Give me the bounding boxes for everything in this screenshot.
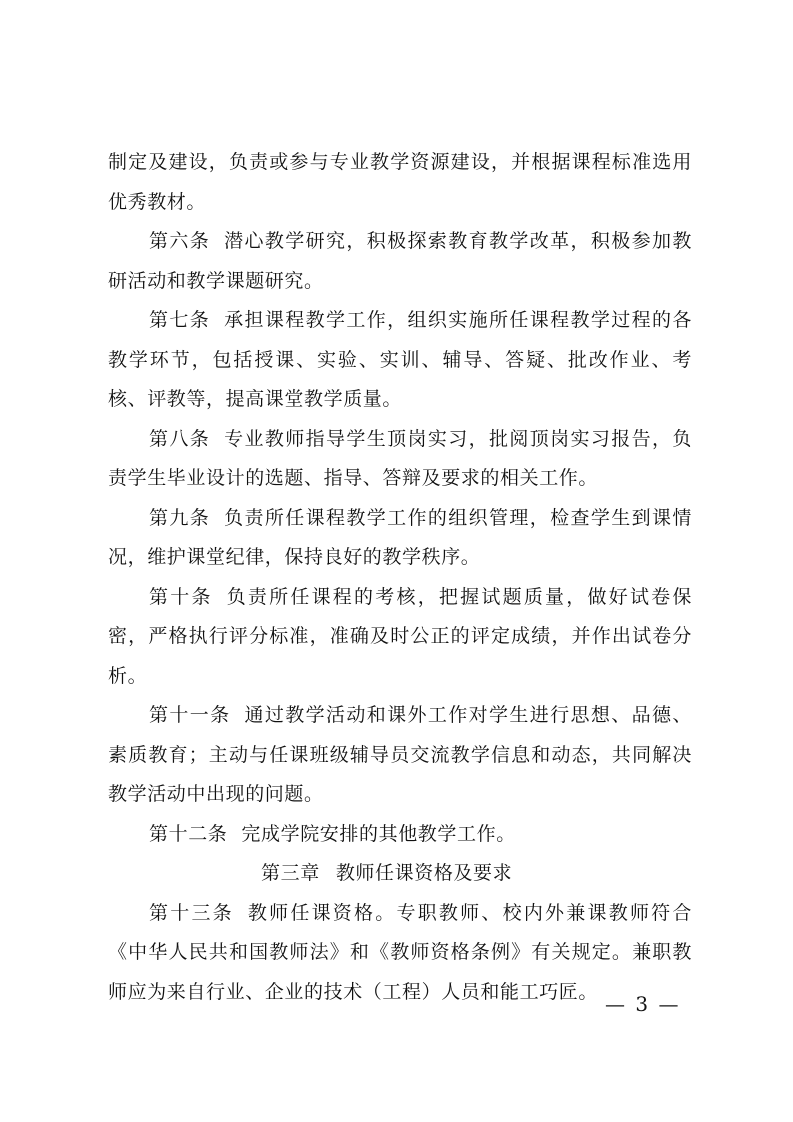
article-7 bbox=[108, 301, 692, 420]
chapter-number: 第三章 bbox=[261, 862, 320, 884]
article-text: 负责所任课程教学工作的组织管理，检查学生到课情况，维护课堂纪律，保持良好的教学秩序。 bbox=[108, 506, 692, 568]
chapter-title: 教师任课资格及要求 bbox=[335, 862, 513, 884]
article-number: 第八条 bbox=[149, 427, 211, 450]
article-text: 通过教学活动和课外工作对学生进行思想、品德、素质教育；主动与任课班级辅导员交流教学信息和动态，共同解决教学活动中出现的问题。 bbox=[108, 704, 693, 805]
document-body bbox=[108, 143, 692, 1012]
article-number: 第十二条 bbox=[149, 822, 228, 845]
article-text: 承担课程教学工作，组织实施所任课程教学过程的各教学环节，包括授课、实验、实训、辅导、答疑、批改作业、考核、评教等，提高课堂教学质量。 bbox=[108, 309, 692, 410]
paragraph-continued bbox=[108, 143, 692, 222]
article-number: 第十三条 bbox=[149, 901, 234, 924]
chapter-heading bbox=[108, 854, 692, 894]
article-9 bbox=[108, 499, 692, 578]
article-text: 潜心教学研究，积极探索教育教学改革，积极参加教研活动和教学课题研究。 bbox=[108, 230, 692, 292]
article-number: 第七条 bbox=[149, 309, 211, 331]
article-text: 负责所任课程的考核，把握试题质量，做好试卷保密，严格执行评分标准，准确及时公正的评定成绩，并作出试卷分析。 bbox=[108, 585, 692, 687]
paragraph-text: 制定及建设，负责或参与专业教学资源建设，并根据课程标准选用优秀教材。 bbox=[108, 151, 692, 213]
article-6 bbox=[108, 222, 692, 301]
article-number: 第十一条 bbox=[149, 704, 231, 726]
article-12 bbox=[108, 815, 692, 855]
page-number: — 3 — bbox=[605, 992, 681, 1016]
article-number: 第九条 bbox=[149, 506, 211, 529]
article-text: 完成学院安排的其他教学工作。 bbox=[241, 822, 516, 845]
article-number: 第十条 bbox=[149, 585, 213, 608]
article-number: 第六条 bbox=[149, 230, 211, 252]
article-10 bbox=[108, 578, 692, 697]
article-11 bbox=[108, 696, 692, 815]
article-text: 教师任课资格。专职教师、校内外兼课教师符合《中华人民共和国教师法》和《教师资格条例》有关规定。兼职教师应为来自行业、企业的技术（工程）人员和能工巧匠。 bbox=[108, 901, 692, 1003]
article-text: 专业教师指导学生顶岗实习，批阅顶岗实习报告，负责学生毕业设计的选题、指导、答辩及要求的相关工作。 bbox=[108, 427, 692, 489]
article-8 bbox=[108, 420, 692, 499]
